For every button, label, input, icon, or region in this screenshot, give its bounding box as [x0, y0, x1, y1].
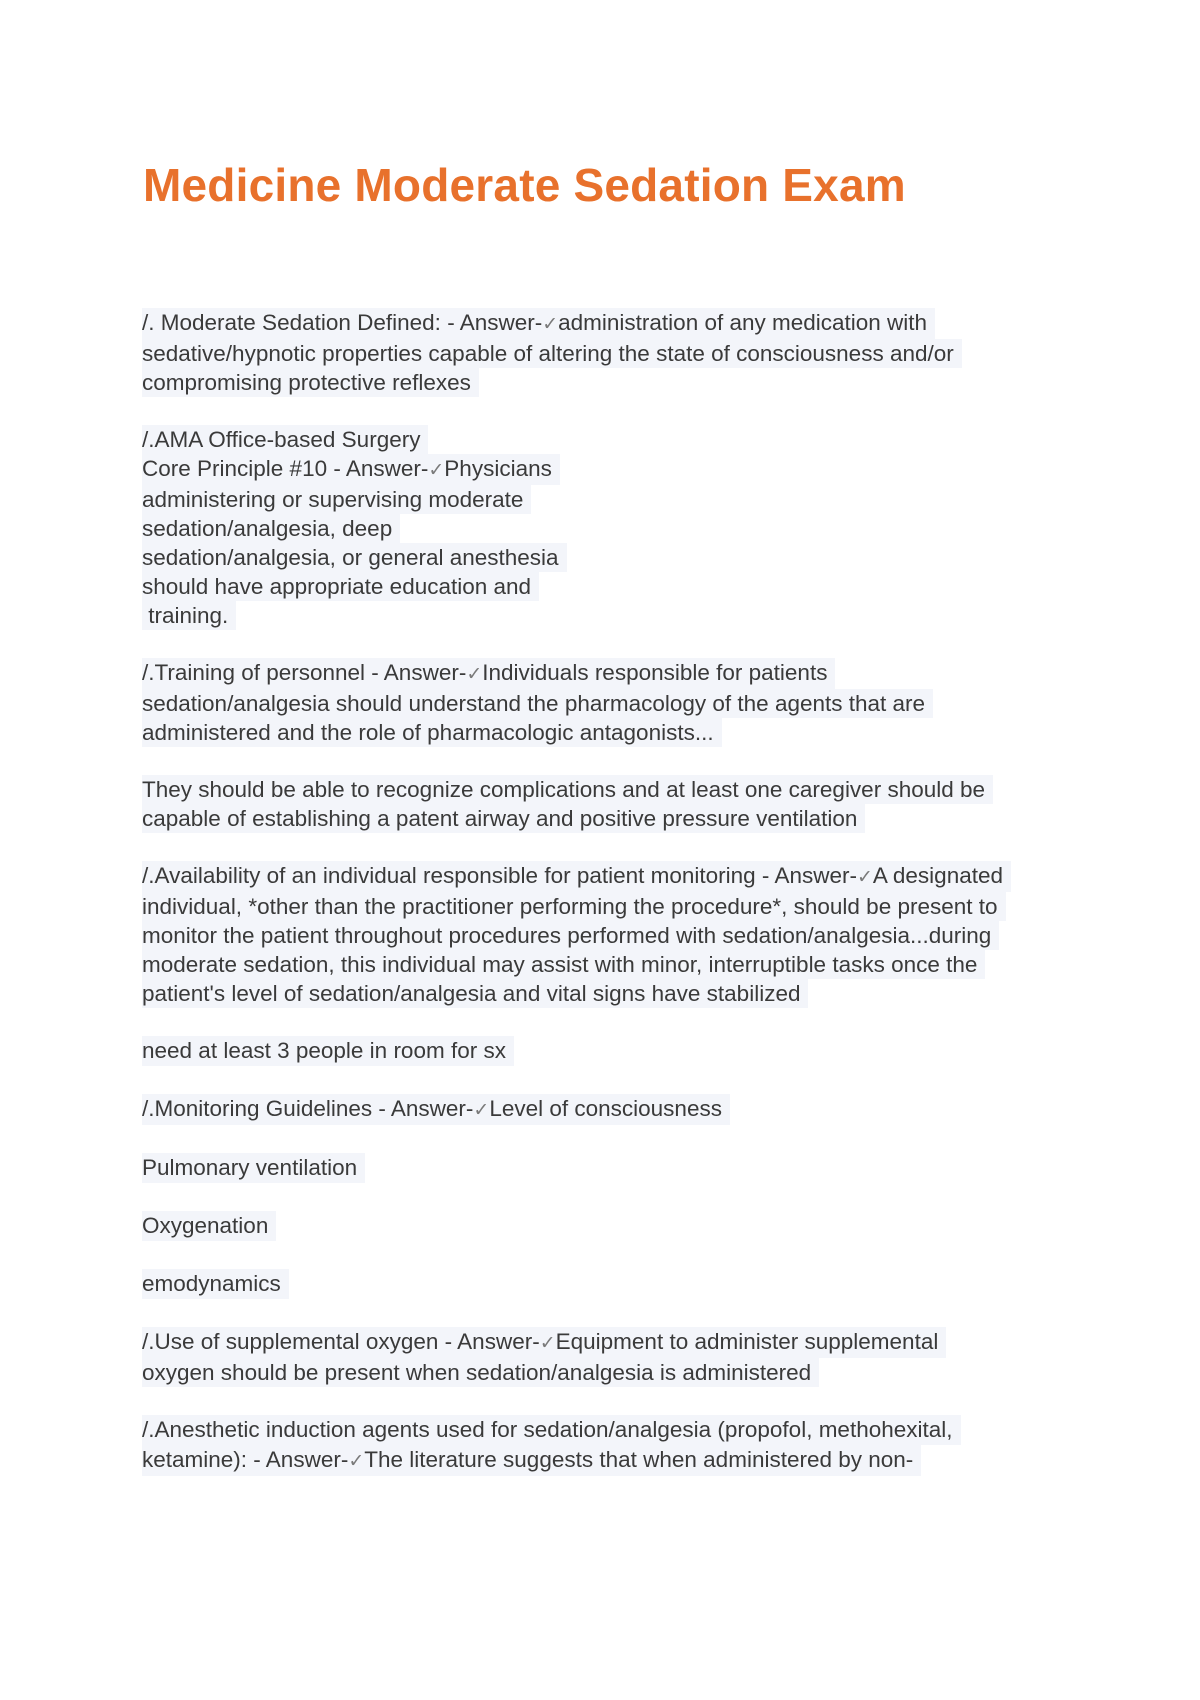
answer-text: Level of consciousness — [489, 1096, 722, 1121]
qa-supplemental-oxygen — [142, 1327, 1082, 1387]
check-icon: ✓ — [542, 313, 559, 335]
question-text: Core Principle #10 - Answer- — [142, 456, 429, 481]
qa-training-of-personnel — [142, 658, 1082, 747]
answer-text: administration of any medication with — [558, 310, 928, 335]
text-line: need at least 3 people in room for sx — [142, 1036, 514, 1066]
document-body — [142, 308, 1082, 1504]
text-line: moderate sedation, this individual may assist with minor, interruptible tasks once the — [142, 950, 985, 979]
text-line — [142, 861, 1011, 892]
text-line: sedation/analgesia should understand the pharmacology of the agents that are — [142, 689, 933, 718]
text-line: sedation/analgesia, deep — [142, 514, 400, 543]
answer-text: A designated — [872, 863, 1004, 888]
question-text: /.Availability of an individual responsible for patient monitoring - Answer- — [142, 863, 857, 888]
text-line: Oxygenation — [142, 1211, 276, 1241]
text-line: /.AMA Office-based Surgery — [142, 425, 428, 454]
paragraph-people-in-room — [142, 1036, 1082, 1066]
text-line: administered and the role of pharmacologic antagonists... — [142, 718, 722, 747]
answer-text: Physicians — [444, 456, 552, 481]
qa-availability-of-monitor — [142, 861, 1082, 1008]
answer-text: Equipment to administer supplemental — [555, 1329, 939, 1354]
paragraph-pulmonary-ventilation — [142, 1153, 1082, 1183]
text-line — [142, 454, 560, 485]
text-line — [142, 658, 835, 689]
paragraph-complications — [142, 775, 1082, 833]
text-line: They should be able to recognize complications and at least one caregiver should be — [142, 775, 993, 804]
text-line: monitor the patient throughout procedures performed with sedation/analgesia...during — [142, 921, 999, 950]
text-line — [142, 308, 935, 339]
paragraph-hemodynamics — [142, 1269, 1082, 1299]
qa-ama-office-based-surgery — [142, 425, 1082, 630]
check-icon: ✓ — [539, 1332, 556, 1354]
text-line: sedation/analgesia, or general anesthesia — [142, 543, 567, 572]
text-line: administering or supervising moderate — [142, 485, 531, 514]
text-line: patient's level of sedation/analgesia and vital signs have stabilized — [142, 979, 808, 1008]
text-line: compromising protective reflexes — [142, 368, 479, 397]
text-line: training. — [142, 601, 236, 630]
check-icon: ✓ — [473, 1099, 490, 1121]
text-line: individual, *other than the practitioner performing the procedure*, should be present to — [142, 892, 1006, 921]
paragraph-oxygenation — [142, 1211, 1082, 1241]
text-line: sedative/hypnotic properties capable of altering the state of consciousness and/or — [142, 339, 962, 368]
check-icon: ✓ — [428, 459, 445, 481]
text-line: Pulmonary ventilation — [142, 1153, 365, 1183]
document-title: Medicine Moderate Sedation Exam — [143, 159, 906, 211]
text-line: emodynamics — [142, 1269, 289, 1299]
text-line: capable of establishing a patent airway and positive pressure ventilation — [142, 804, 865, 833]
question-text: /.Use of supplemental oxygen - Answer- — [142, 1329, 540, 1354]
qa-moderate-sedation-defined — [142, 308, 1082, 397]
text-line — [142, 1445, 921, 1476]
question-text: /.Monitoring Guidelines - Answer- — [142, 1096, 474, 1121]
text-line: /.Anesthetic induction agents used for sedation/analgesia (propofol, methohexital, — [142, 1415, 961, 1445]
text-line: should have appropriate education and — [142, 572, 539, 601]
question-text: /.Training of personnel - Answer- — [142, 660, 467, 685]
answer-text: The literature suggests that when administered by non- — [364, 1447, 914, 1472]
qa-monitoring-guidelines — [142, 1094, 1082, 1125]
question-text: ketamine): - Answer- — [142, 1447, 349, 1472]
check-icon: ✓ — [466, 663, 483, 685]
text-line — [142, 1327, 946, 1358]
question-text: /. Moderate Sedation Defined: - Answer- — [142, 310, 543, 335]
text-line: oxygen should be present when sedation/analgesia is administered — [142, 1358, 819, 1387]
check-icon: ✓ — [856, 866, 873, 888]
check-icon: ✓ — [348, 1450, 365, 1472]
qa-anesthetic-induction-agents — [142, 1415, 1082, 1476]
text-line — [142, 1094, 730, 1125]
answer-text: Individuals responsible for patients — [482, 660, 828, 685]
